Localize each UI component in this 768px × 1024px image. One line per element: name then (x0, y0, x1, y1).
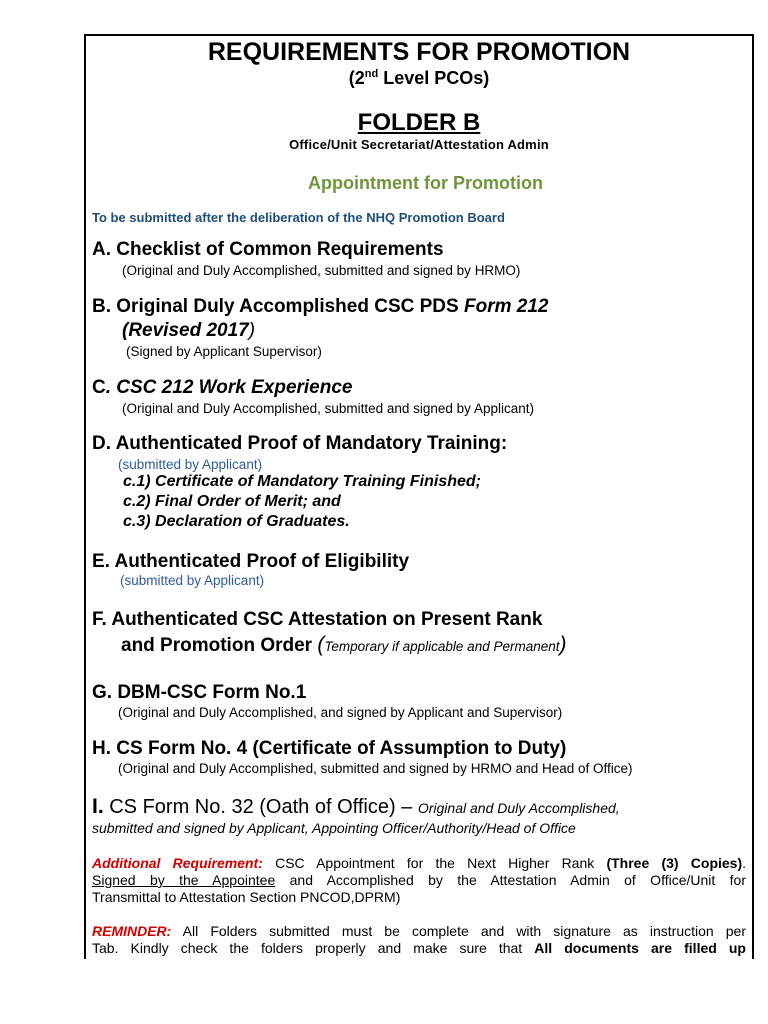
subtitle-suffix: Level PCOs) (378, 68, 490, 88)
appointment-heading: Appointment for Promotion (308, 173, 543, 193)
item-d-subitem: c.1) Certificate of Mandatory Training Finished; (123, 473, 481, 490)
item-f-open-paren: ( (317, 633, 325, 656)
item-i-note-line1: Original and Duly Accomplished, (417, 800, 620, 816)
item-f-paren-text: Temporary if applicable and Permanent (324, 639, 560, 654)
folder-subtitle: Office/Unit Secretariat/Attestation Admin (289, 137, 549, 152)
item-b-revised: (Revised 2017 (122, 320, 249, 341)
additional-requirement-label: Additional Requirement: (92, 855, 263, 871)
item-f-promotion-order: and Promotion Order (121, 635, 318, 656)
item-h-heading: H. CS Form No. 4 (Certificate of Assumption to Duty) (92, 738, 567, 759)
reminder-line2 (92, 940, 746, 957)
additional-requirement-line2 (92, 872, 746, 889)
item-d-subitem: c.3) Declaration of Graduates. (123, 513, 350, 530)
item-b-heading-line2 (122, 320, 255, 342)
item-b-close-paren: ) (248, 320, 256, 341)
additional-signed-by: Signed by the Appointee (92, 872, 276, 888)
additional-copies: (Three (3) Copies) (606, 855, 743, 871)
item-g-heading: G. DBM-CSC Form No.1 (92, 682, 307, 703)
item-h-note: (Original and Duly Accomplished, submitted and signed by HRMO and Head of Office) (118, 761, 633, 776)
reminder-bold: All documents are filled up (534, 940, 746, 956)
item-f-heading: F. Authenticated CSC Attestation on Present Rank (92, 609, 543, 630)
additional-requirement-line1 (92, 855, 746, 872)
item-c-letter: C (92, 377, 106, 398)
item-a-heading: A. Checklist of Common Requirements (92, 239, 444, 260)
item-b-heading-text: B. Original Duly Accomplished CSC PDS (92, 296, 464, 317)
additional-requirement-line3: Transmittal to Attestation Section PNCOD,DPRM) (92, 889, 401, 905)
submission-note: To be submitted after the deliberation of the NHQ Promotion Board (92, 210, 505, 225)
reminder-text-2: Tab. Kindly check the folders properly and make sure that (92, 940, 535, 956)
reminder-line1 (92, 923, 746, 940)
item-b-heading (92, 296, 548, 318)
subtitle-superscript: nd (364, 68, 379, 80)
additional-accomplished: and Accomplished by the Attestation Admin of Office/Unit for (275, 872, 746, 888)
reminder-text: All Folders submitted must be complete and with signature as instruction per (171, 923, 746, 939)
item-b-heading-italic: Form 212 (463, 296, 549, 317)
item-i-note-line2: submitted and signed by Applicant, Appointing Officer/Authority/Head of Office (92, 820, 576, 836)
additional-requirement-text: CSC Appointment for the Next Higher Rank (262, 855, 607, 871)
item-g-note: (Original and Duly Accomplished, and signed by Applicant and Supervisor) (118, 705, 563, 720)
document-title: REQUIREMENTS FOR PROMOTION (207, 38, 631, 66)
item-f-heading-line2 (121, 633, 567, 657)
item-i-heading (92, 795, 620, 819)
item-c-heading (92, 377, 353, 399)
subtitle-prefix: (2 (348, 68, 365, 88)
document-subtitle (84, 68, 754, 89)
item-i-title: CS Form No. 32 (Oath of Office) – (109, 796, 418, 818)
additional-period: . (742, 855, 747, 871)
item-i-letter: I. (92, 795, 104, 818)
reminder-label: REMINDER: (92, 923, 172, 939)
item-d-subitem: c.2) Final Order of Merit; and (123, 493, 341, 510)
item-b-note: (Signed by Applicant Supervisor) (126, 344, 322, 359)
item-c-note: (Original and Duly Accomplished, submitted and signed by Applicant) (122, 401, 534, 416)
item-c-title: . CSC 212 Work Experience (105, 377, 353, 398)
item-e-heading: E. Authenticated Proof of Eligibility (92, 551, 410, 572)
item-d-heading: D. Authenticated Proof of Mandatory Training: (92, 433, 508, 454)
item-a-note: (Original and Duly Accomplished, submitted and signed by HRMO) (122, 263, 521, 278)
item-f-close-paren: ) (559, 633, 567, 656)
item-d-note: (submitted by Applicant) (118, 457, 263, 472)
folder-title: FOLDER B (357, 109, 481, 136)
item-e-note: (submitted by Applicant) (120, 573, 265, 588)
